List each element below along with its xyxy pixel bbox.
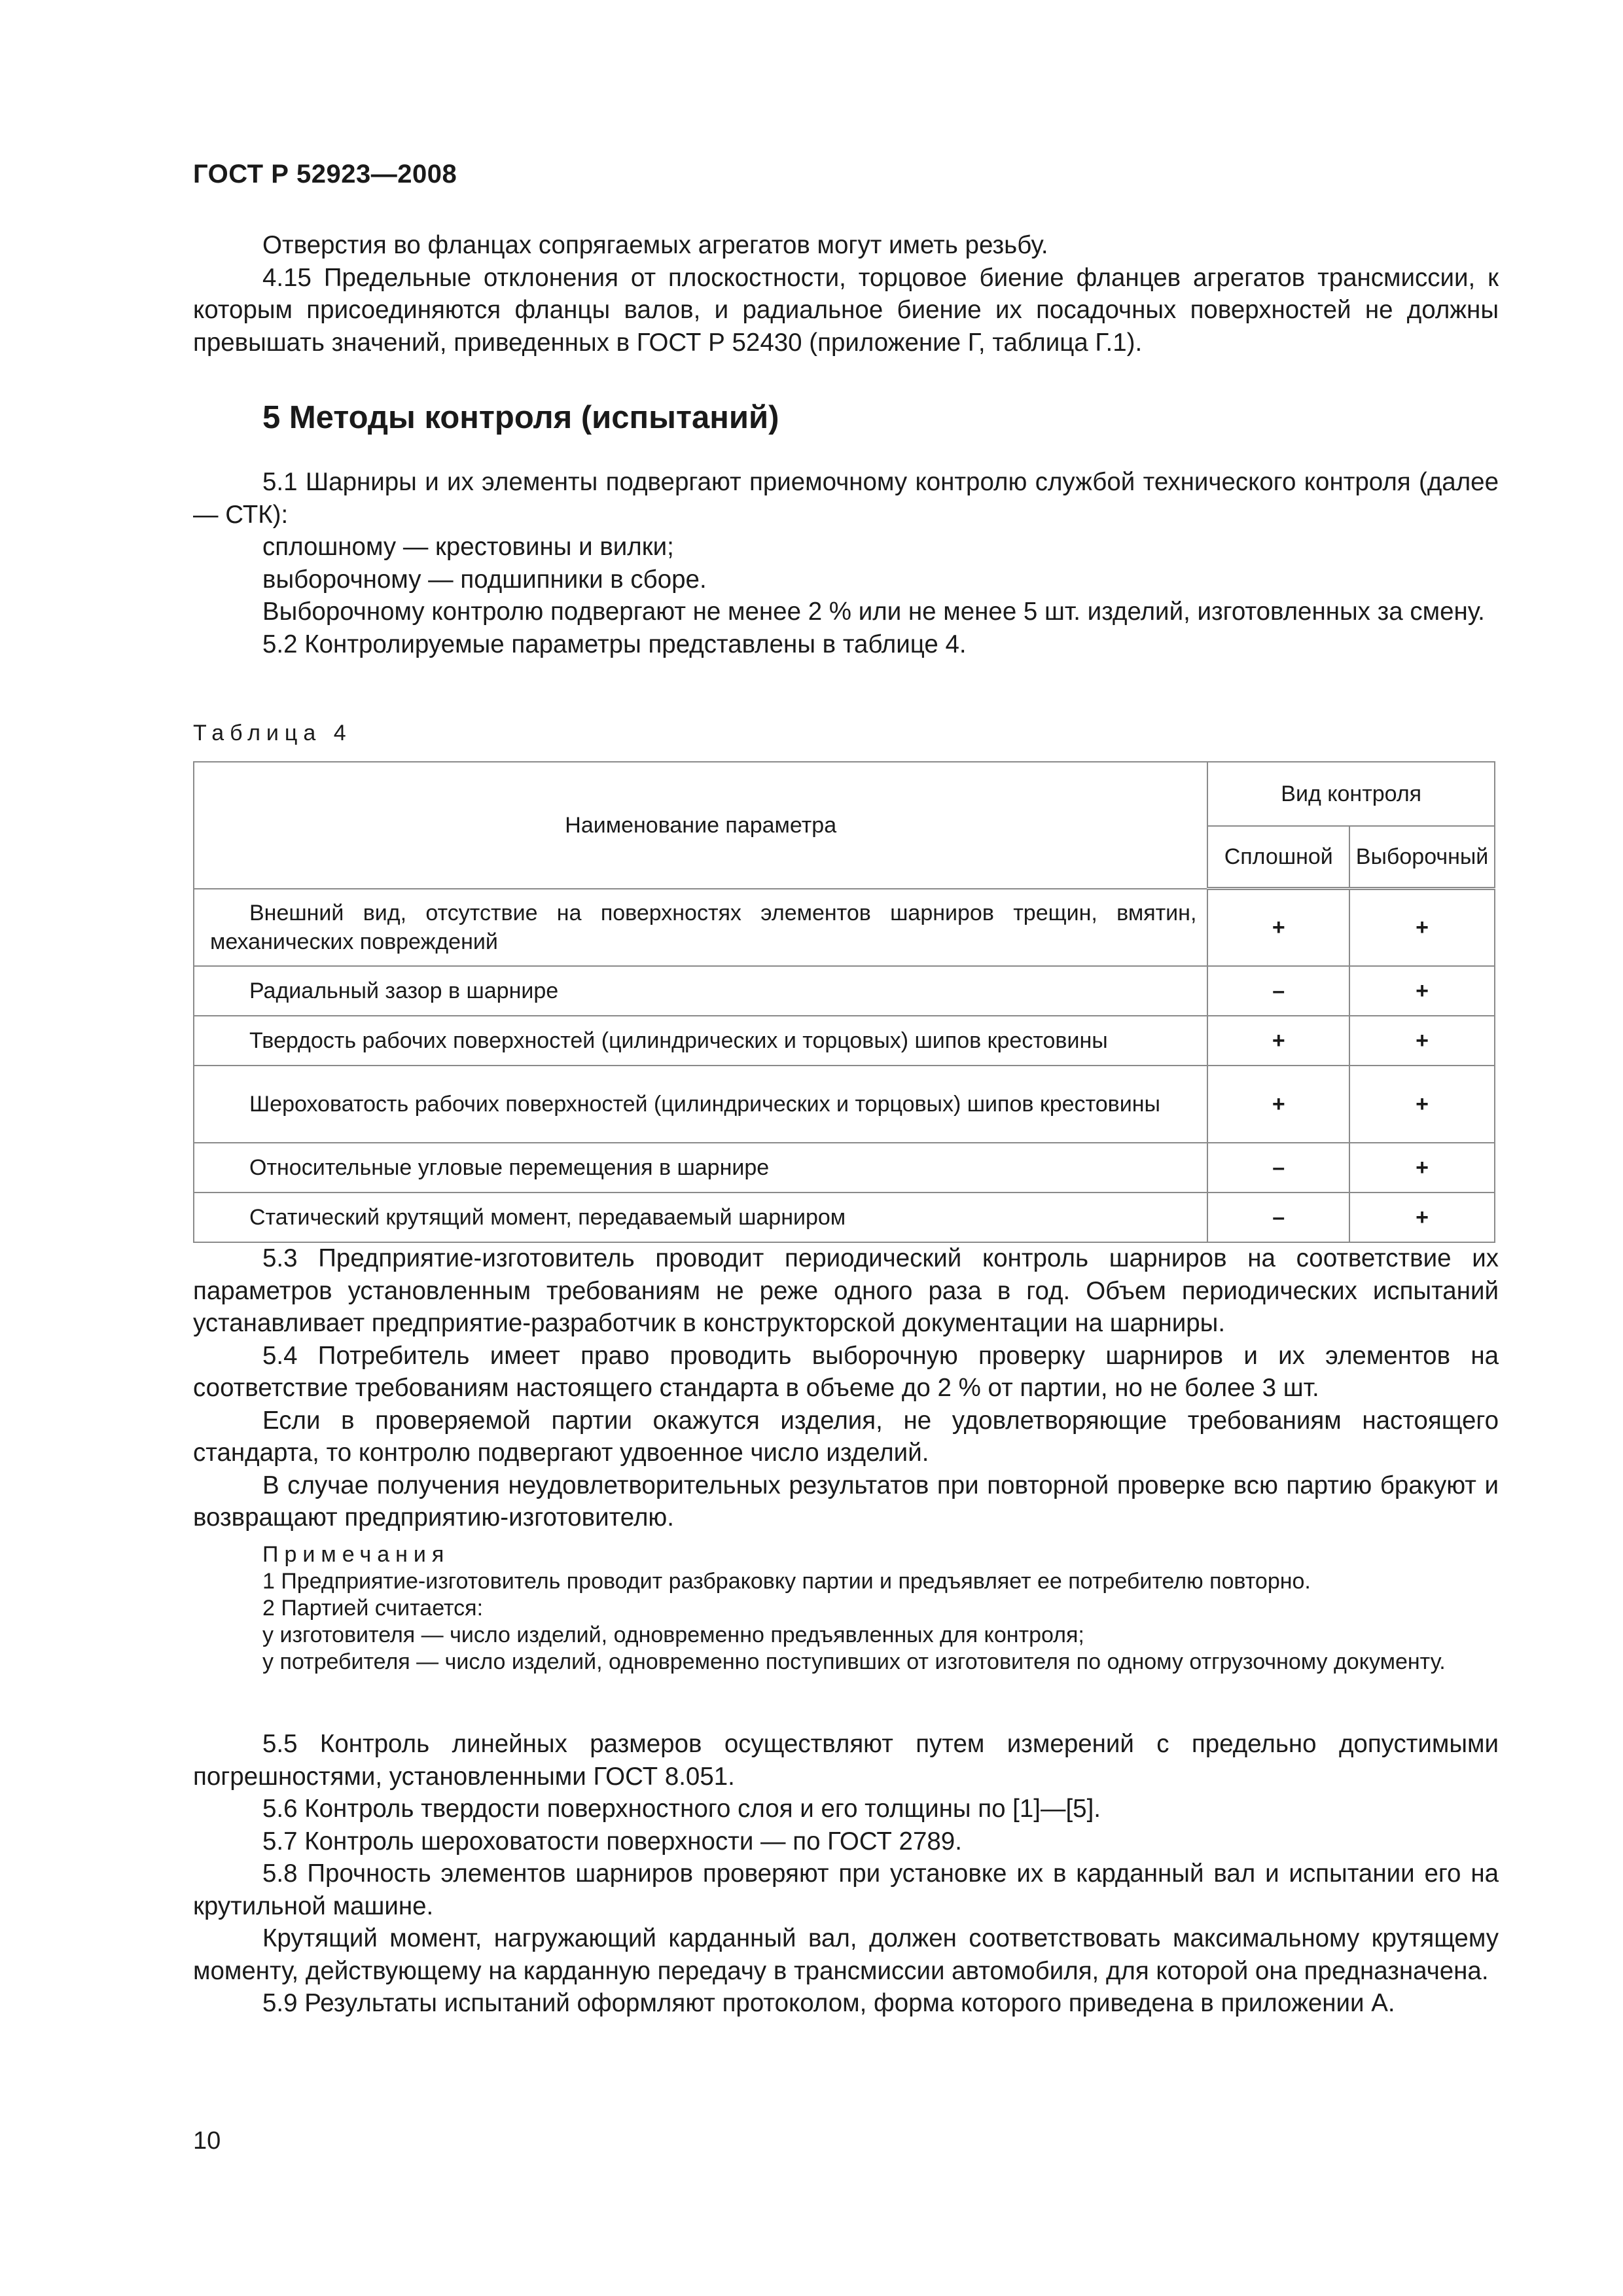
solid-mark: + [1207, 1066, 1349, 1143]
paragraph: Если в проверяемой партии окажутся изделия, не удовлетворяющие требованиям настоящего стандарта, то контролю подвергают удвоенное число изделий. [193, 1406, 1499, 1467]
note-item: у потребителя — число изделий, одновременно поступивших от изготовителя по одному отгрузочному документу. [262, 1649, 1446, 1674]
column-header-solid: Сплошной [1207, 826, 1349, 889]
paragraph: 4.15 Предельные отклонения от плоскостности, торцовое биение фланцев агрегатов трансмиссии, к которым присоединяются фланцы валов, и радиальное биение их посадочных поверхностей не должны превышать значений, приведенных в ГОСТ Р 52430 (приложение Г, таблица Г.1). [193, 263, 1499, 357]
param-name: Относительные угловые перемещения в шарнире [194, 1143, 1207, 1193]
paragraph: 5.2 Контролируемые параметры представлены в таблице 4. [262, 630, 967, 658]
param-name: Статический крутящий момент, передаваемый шарниром [194, 1193, 1207, 1242]
table-row [194, 966, 1495, 1016]
table-row [194, 1143, 1495, 1193]
paragraph: 5.7 Контроль шероховатости поверхности — по ГОСТ 2789. [262, 1827, 962, 1856]
param-name: Твердость рабочих поверхностей (цилиндрических и торцовых) шипов крестовины [194, 1016, 1207, 1066]
paragraph: В случае получения неудовлетворительных результатов при повторной проверке всю партию бракуют и возвращают предприятию-изготовителю. [193, 1471, 1499, 1532]
document-header: ГОСТ Р 52923—2008 [193, 160, 457, 188]
paragraph: 5.6 Контроль твердости поверхностного слоя и его толщины по [1]—[5]. [262, 1795, 1101, 1823]
param-name: Шероховатость рабочих поверхностей (цилиндрических и торцовых) шипов крестовины [194, 1066, 1207, 1143]
param-name: Внешний вид, отсутствие на поверхностях элементов шарниров трещин, вмятин, механических повреждений [194, 889, 1207, 966]
final-text [193, 1728, 1499, 2020]
solid-mark: + [1207, 1016, 1349, 1066]
section-text [193, 466, 1499, 660]
column-header-sample: Выборочный [1349, 826, 1495, 889]
section-title: 5 Методы контроля (испытаний) [262, 400, 779, 435]
note-item: у изготовителя — число изделий, одновременно предъявленных для контроля; [262, 1623, 1084, 1647]
table-row [194, 889, 1495, 966]
sample-mark: + [1349, 1143, 1495, 1193]
page-number: 10 [193, 2127, 221, 2155]
solid-mark: + [1207, 889, 1349, 966]
table-caption: Таблица 4 [193, 721, 352, 745]
sample-mark: + [1349, 889, 1495, 966]
paragraph: 5.5 Контроль линейных размеров осуществляют путем измерений с предельно допустимыми погрешностями, установленными ГОСТ 8.051. [193, 1730, 1499, 1791]
table-row [194, 1066, 1495, 1143]
sample-mark: + [1349, 1016, 1495, 1066]
note-item: 1 Предприятие-изготовитель проводит разбраковку партии и предъявляет ее потребителю повторно. [262, 1569, 1311, 1594]
paragraph: Выборочному контролю подвергают не менее 2 % или не менее 5 шт. изделий, изготовленных за смену. [262, 598, 1485, 626]
paragraph: 5.9 Результаты испытаний оформляют протоколом, форма которого приведена в приложении А. [262, 1989, 1395, 2017]
parameters-table [193, 761, 1495, 1243]
paragraph: Крутящий момент, нагружающий карданный вал, должен соответствовать максимальному крутящему моменту, действующему на карданную передачу в трансмиссии автомобиля, для которой она предназначена. [193, 1924, 1499, 1985]
sample-mark: + [1349, 1193, 1495, 1242]
solid-mark: – [1207, 1143, 1349, 1193]
column-header-name: Наименование параметра [194, 762, 1207, 889]
paragraph: выборочному — подшипники в сборе. [262, 565, 707, 594]
paragraph: 5.8 Прочность элементов шарниров проверяют при установке их в карданный вал и испытании его на крутильной машине. [193, 1859, 1499, 1920]
note-item: 2 Партией считается: [262, 1596, 484, 1621]
paragraph: 5.4 Потребитель имеет право проводить выборочную проверку шарниров и их элементов на соответствие требованиям настоящего стандарта в объеме до 2 % от партии, но не более 3 шт. [193, 1341, 1499, 1402]
paragraph: 5.3 Предприятие-изготовитель проводит периодический контроль шарниров на соответствие их параметров установленным требованиям не реже одного раза в год. Объем периодических испытаний устанавливает предприятие-разработчик в конструкторской документации на шарниры. [193, 1244, 1499, 1337]
intro-text [193, 229, 1499, 359]
param-name: Радиальный зазор в шарнире [194, 966, 1207, 1016]
paragraph: 5.1 Шарниры и их элементы подвергают приемочному контролю службой технического контроля (далее — СТК): [193, 468, 1499, 529]
notes-block [193, 1541, 1499, 1676]
paragraph: Отверстия во фланцах сопрягаемых агрегатов могут иметь резьбу. [262, 231, 1048, 259]
solid-mark: – [1207, 1193, 1349, 1242]
paragraph: сплошному — крестовины и вилки; [262, 533, 674, 561]
column-header-kind: Вид контроля [1207, 762, 1495, 826]
table-row [194, 1193, 1495, 1242]
sample-mark: + [1349, 1066, 1495, 1143]
table-row [194, 1016, 1495, 1066]
sample-mark: + [1349, 966, 1495, 1016]
notes-title: Примечания [262, 1542, 450, 1567]
solid-mark: – [1207, 966, 1349, 1016]
after-table-text [193, 1242, 1499, 1534]
